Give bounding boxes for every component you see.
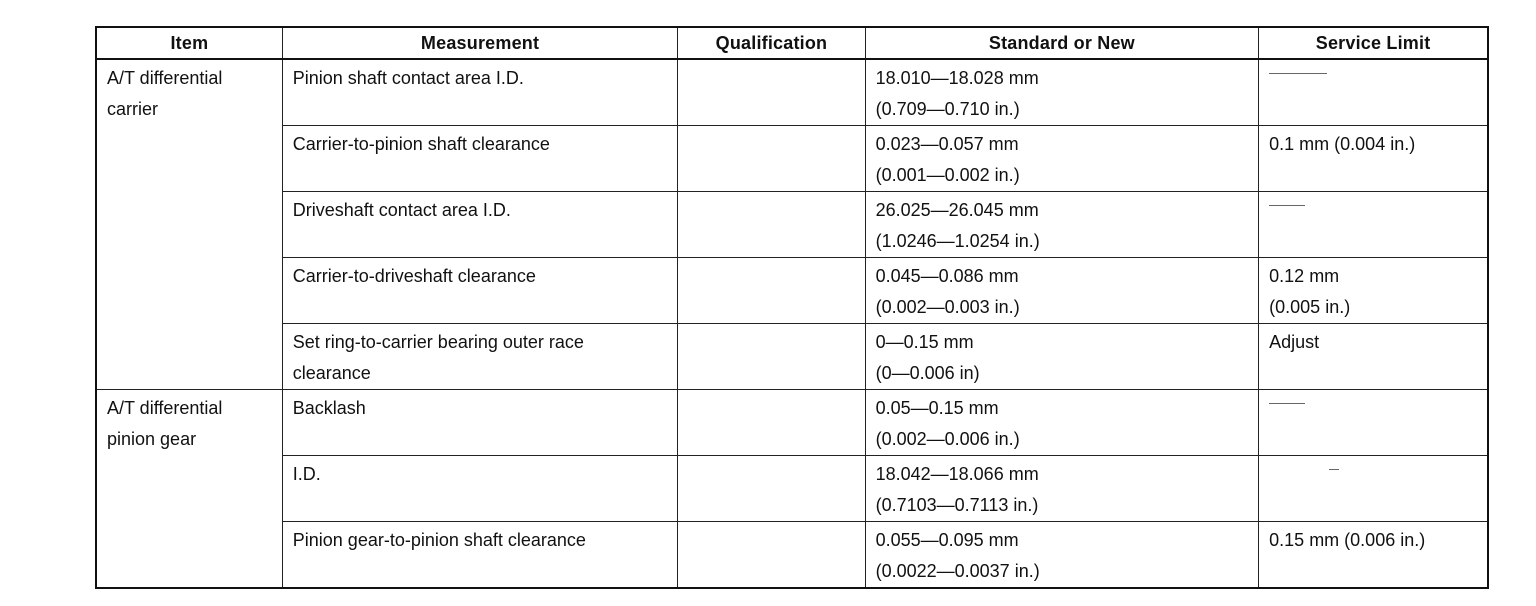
- standard-cell: [865, 390, 1259, 456]
- standard-cell: [865, 59, 1259, 126]
- item-cell-line: A/T differential: [107, 398, 223, 418]
- service-limit-cell: [1259, 258, 1488, 324]
- service-limit-cell: [1259, 324, 1488, 390]
- qualification-cell: [678, 324, 865, 390]
- measurement-cell: [282, 126, 678, 192]
- measurement-cell: [282, 522, 678, 589]
- standard-cell: [865, 126, 1259, 192]
- specification-table: [95, 26, 1489, 589]
- standard-cell-line: 0.05—0.15 mm: [875, 398, 999, 418]
- measurement-cell: [282, 192, 678, 258]
- standard-cell-line: (0.002—0.006 in.): [875, 429, 1020, 449]
- standard-cell-line: (0.0022—0.0037 in.): [875, 561, 1040, 581]
- service-limit-cell-line: Adjust: [1269, 332, 1320, 352]
- standard-cell-line: 0—0.15 mm: [875, 332, 974, 352]
- standard-cell-line: 0.023—0.057 mm: [875, 134, 1019, 154]
- standard-cell-line: 26.025—26.045 mm: [875, 200, 1039, 220]
- table-row: [96, 522, 1488, 589]
- table-row: [96, 390, 1488, 456]
- standard-cell-line: (0.7103—0.7113 in.): [875, 495, 1039, 515]
- table-row: [96, 258, 1488, 324]
- qualification-cell: [678, 522, 865, 589]
- table-row: [96, 324, 1488, 390]
- measurement-cell-line: Pinion gear-to-pinion shaft clearance: [292, 530, 586, 550]
- not-applicable-dash: [1269, 403, 1305, 404]
- service-limit-cell: [1259, 192, 1488, 258]
- measurement-cell-line: Set ring-to-carrier bearing outer race: [292, 332, 584, 352]
- standard-cell-line: (1.0246—1.0254 in.): [875, 231, 1040, 251]
- measurement-cell-line: Carrier-to-pinion shaft clearance: [292, 134, 550, 154]
- item-cell: [96, 390, 282, 589]
- service-limit-cell: [1259, 522, 1488, 589]
- service-limit-cell-line: 0.15 mm (0.006 in.): [1269, 530, 1426, 550]
- item-cell-line: pinion gear: [107, 429, 197, 449]
- service-limit-cell: [1259, 390, 1488, 456]
- header-qualification: Qualification: [678, 27, 865, 59]
- qualification-cell: [678, 456, 865, 522]
- item-cell-line: A/T differential: [107, 68, 223, 88]
- table-row: [96, 59, 1488, 126]
- standard-cell: [865, 258, 1259, 324]
- standard-cell-line: (0.709—0.710 in.): [875, 99, 1020, 119]
- standard-cell: [865, 456, 1259, 522]
- header-service-limit: Service Limit: [1259, 27, 1488, 59]
- service-limit-cell: [1259, 126, 1488, 192]
- standard-cell: [865, 522, 1259, 589]
- measurement-cell: [282, 456, 678, 522]
- service-limit-cell-line: 0.12 mm: [1269, 266, 1340, 286]
- not-applicable-dash: [1269, 73, 1327, 74]
- measurement-cell-line: Carrier-to-driveshaft clearance: [292, 266, 536, 286]
- table-body: [96, 59, 1488, 588]
- measurement-cell: [282, 324, 678, 390]
- measurement-cell-line: Pinion shaft contact area I.D.: [292, 68, 524, 88]
- measurement-cell: [282, 258, 678, 324]
- not-applicable-dash: [1269, 205, 1305, 206]
- measurement-cell-line: I.D.: [292, 464, 321, 484]
- service-limit-cell: [1259, 59, 1488, 126]
- standard-cell-line: 18.042—18.066 mm: [875, 464, 1039, 484]
- table-row: [96, 126, 1488, 192]
- service-limit-cell-line: (0.005 in.): [1269, 297, 1351, 317]
- not-applicable-dash: [1329, 469, 1339, 470]
- service-limit-cell-line: 0.1 mm (0.004 in.): [1269, 134, 1416, 154]
- service-limit-cell: [1259, 456, 1488, 522]
- qualification-cell: [678, 258, 865, 324]
- header-standard-or-new: Standard or New: [865, 27, 1259, 59]
- standard-cell: [865, 324, 1259, 390]
- header-item: Item: [96, 27, 282, 59]
- header-row: [96, 27, 1488, 59]
- qualification-cell: [678, 59, 865, 126]
- item-cell: [96, 59, 282, 390]
- standard-cell-line: (0.002—0.003 in.): [875, 297, 1020, 317]
- standard-cell-line: (0—0.006 in): [875, 363, 980, 383]
- qualification-cell: [678, 126, 865, 192]
- table-header: [96, 27, 1488, 59]
- measurement-cell-line: Driveshaft contact area I.D.: [292, 200, 511, 220]
- standard-cell-line: 0.045—0.086 mm: [875, 266, 1019, 286]
- standard-cell: [865, 192, 1259, 258]
- item-cell-line: carrier: [107, 99, 159, 119]
- standard-cell-line: (0.001—0.002 in.): [875, 165, 1020, 185]
- qualification-cell: [678, 192, 865, 258]
- standard-cell-line: 18.010—18.028 mm: [875, 68, 1039, 88]
- table-row: [96, 192, 1488, 258]
- qualification-cell: [678, 390, 865, 456]
- measurement-cell-line: clearance: [292, 363, 371, 383]
- measurement-cell: [282, 390, 678, 456]
- measurement-cell: [282, 59, 678, 126]
- table-row: [96, 456, 1488, 522]
- standard-cell-line: 0.055—0.095 mm: [875, 530, 1019, 550]
- measurement-cell-line: Backlash: [292, 398, 366, 418]
- header-measurement: Measurement: [282, 27, 678, 59]
